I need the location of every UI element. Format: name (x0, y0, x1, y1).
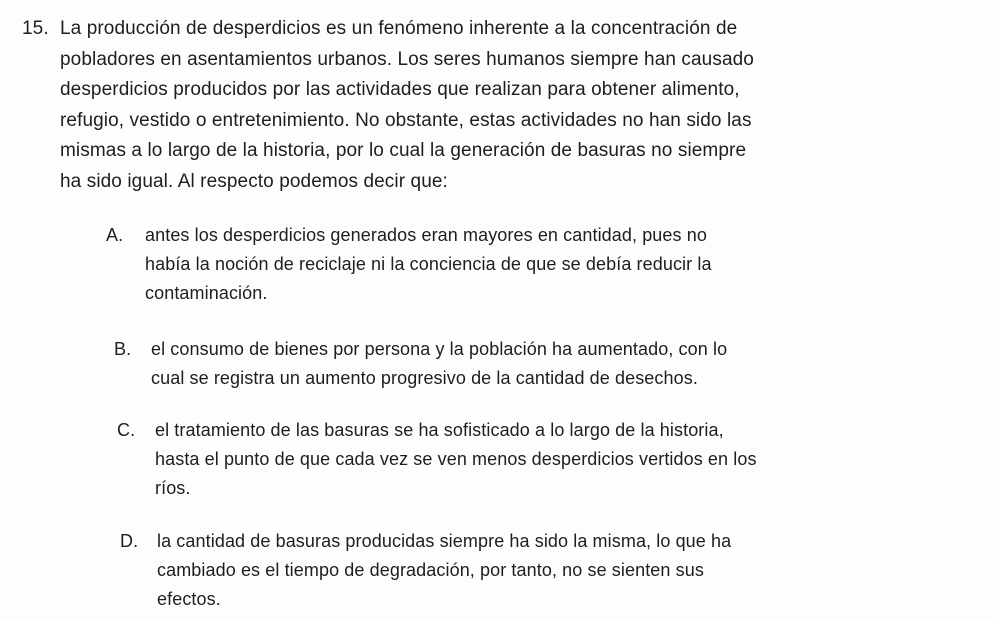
option-line: cambiado es el tiempo de degradación, por tanto, no se sienten sus (157, 560, 704, 580)
option-line: ríos. (155, 478, 191, 498)
stem-line: La producción de desperdicios es un fenómeno inherente a la concentración de (60, 18, 738, 39)
question-stem (60, 14, 890, 197)
option-letter: B. (114, 339, 132, 359)
option-line: antes los desperdicios generados eran mayores en cantidad, pues no (145, 225, 707, 245)
option-line: el consumo de bienes por persona y la población ha aumentado, con lo (151, 339, 728, 359)
option-text (151, 335, 727, 393)
stem-line: mismas a lo largo de la historia, por lo cual la generación de basuras no siempre (60, 140, 747, 161)
stem-line: ha sido igual. Al respecto podemos decir que: (60, 170, 448, 192)
option-line: hasta el punto de que cada vez se ven menos desperdicios vertidos en los (155, 449, 757, 469)
option-letter: D. (120, 531, 139, 551)
option-line: el tratamiento de las basuras se ha sofisticado a lo largo de la historia, (155, 420, 724, 440)
option-line: efectos. (157, 589, 221, 609)
question-number: 15. (22, 18, 49, 39)
option-line: contaminación. (145, 283, 268, 303)
option-letter: C. (117, 420, 136, 440)
stem-line: refugio, vestido o entretenimiento. No obstante, estas actividades no han sido las (60, 109, 752, 131)
option-line: cual se registra un aumento progresivo de la cantidad de desechos. (151, 368, 698, 388)
stem-line: desperdicios producidos por las actividades que realizan para obtener alimento, (60, 79, 740, 100)
stem-line: pobladores en asentamientos urbanos. Los seres humanos siempre han causado (60, 48, 754, 70)
option-line: había la noción de reciclaje ni la conciencia de que se debía reducir la (145, 254, 712, 274)
option-letter: A. (106, 225, 124, 245)
option-line: la cantidad de basuras producidas siempre ha sido la misma, lo que ha (157, 531, 732, 551)
option-text (155, 416, 757, 503)
option-text (145, 221, 712, 308)
option-text (157, 527, 731, 614)
